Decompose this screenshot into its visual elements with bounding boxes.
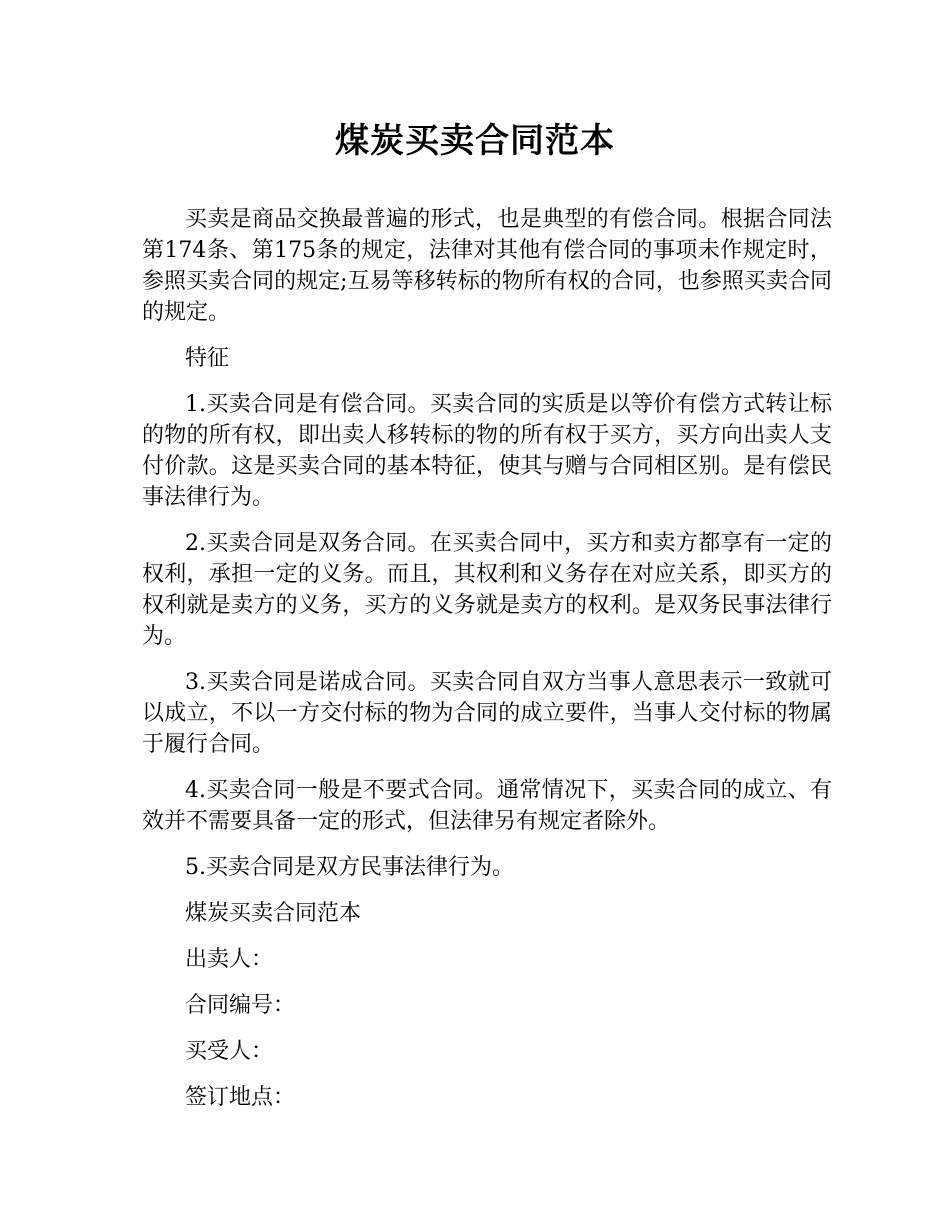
field-seller: 出卖人： bbox=[185, 947, 274, 972]
field-signing-place: 签订地点： bbox=[185, 1085, 296, 1110]
template-heading: 煤炭买卖合同范本 bbox=[185, 901, 362, 926]
feature-item-4: 4.买卖合同一般是不要式合同。通常情况下，买卖合同的成立、有效并不需要具备一定的形式，但法律另有规定者除外。 bbox=[142, 778, 832, 834]
features-heading: 特征 bbox=[185, 346, 230, 371]
feature-item-1: 1.买卖合同是有偿合同。买卖合同的实质是以等价有偿方式转让标的物的所有权，即出卖人移转标的物的所有权于买方，买方向出卖人支付价款。这是买卖合同的基本特征，使其与赠与合同相区别。是有偿民事法律行为。 bbox=[142, 392, 832, 510]
field-buyer: 买受人： bbox=[185, 1039, 274, 1064]
document-body bbox=[142, 204, 832, 1128]
document-title: 煤炭买卖合同范本 bbox=[335, 121, 615, 161]
feature-item-2: 2.买卖合同是双务合同。在买卖合同中，买方和卖方都享有一定的权利，承担一定的义务。而且，其权利和义务存在对应关系，即买方的权利就是卖方的义务，买方的义务就是卖方的权利。是双务民事法律行为。 bbox=[142, 531, 832, 649]
feature-item-5: 5.买卖合同是双方民事法律行为。 bbox=[185, 855, 514, 880]
field-contract-number: 合同编号： bbox=[185, 993, 296, 1018]
feature-item-3: 3.买卖合同是诺成合同。买卖合同自双方当事人意思表示一致就可以成立，不以一方交付标的物为合同的成立要件，当事人交付标的物属于履行合同。 bbox=[142, 670, 832, 757]
intro-paragraph: 买卖是商品交换最普遍的形式，也是典型的有偿合同。根据合同法第174条、第175条的规定，法律对其他有偿合同的事项未作规定时，参照买卖合同的规定;互易等移转标的物所有权的合同，也参照买卖合同的规定。 bbox=[142, 207, 832, 325]
